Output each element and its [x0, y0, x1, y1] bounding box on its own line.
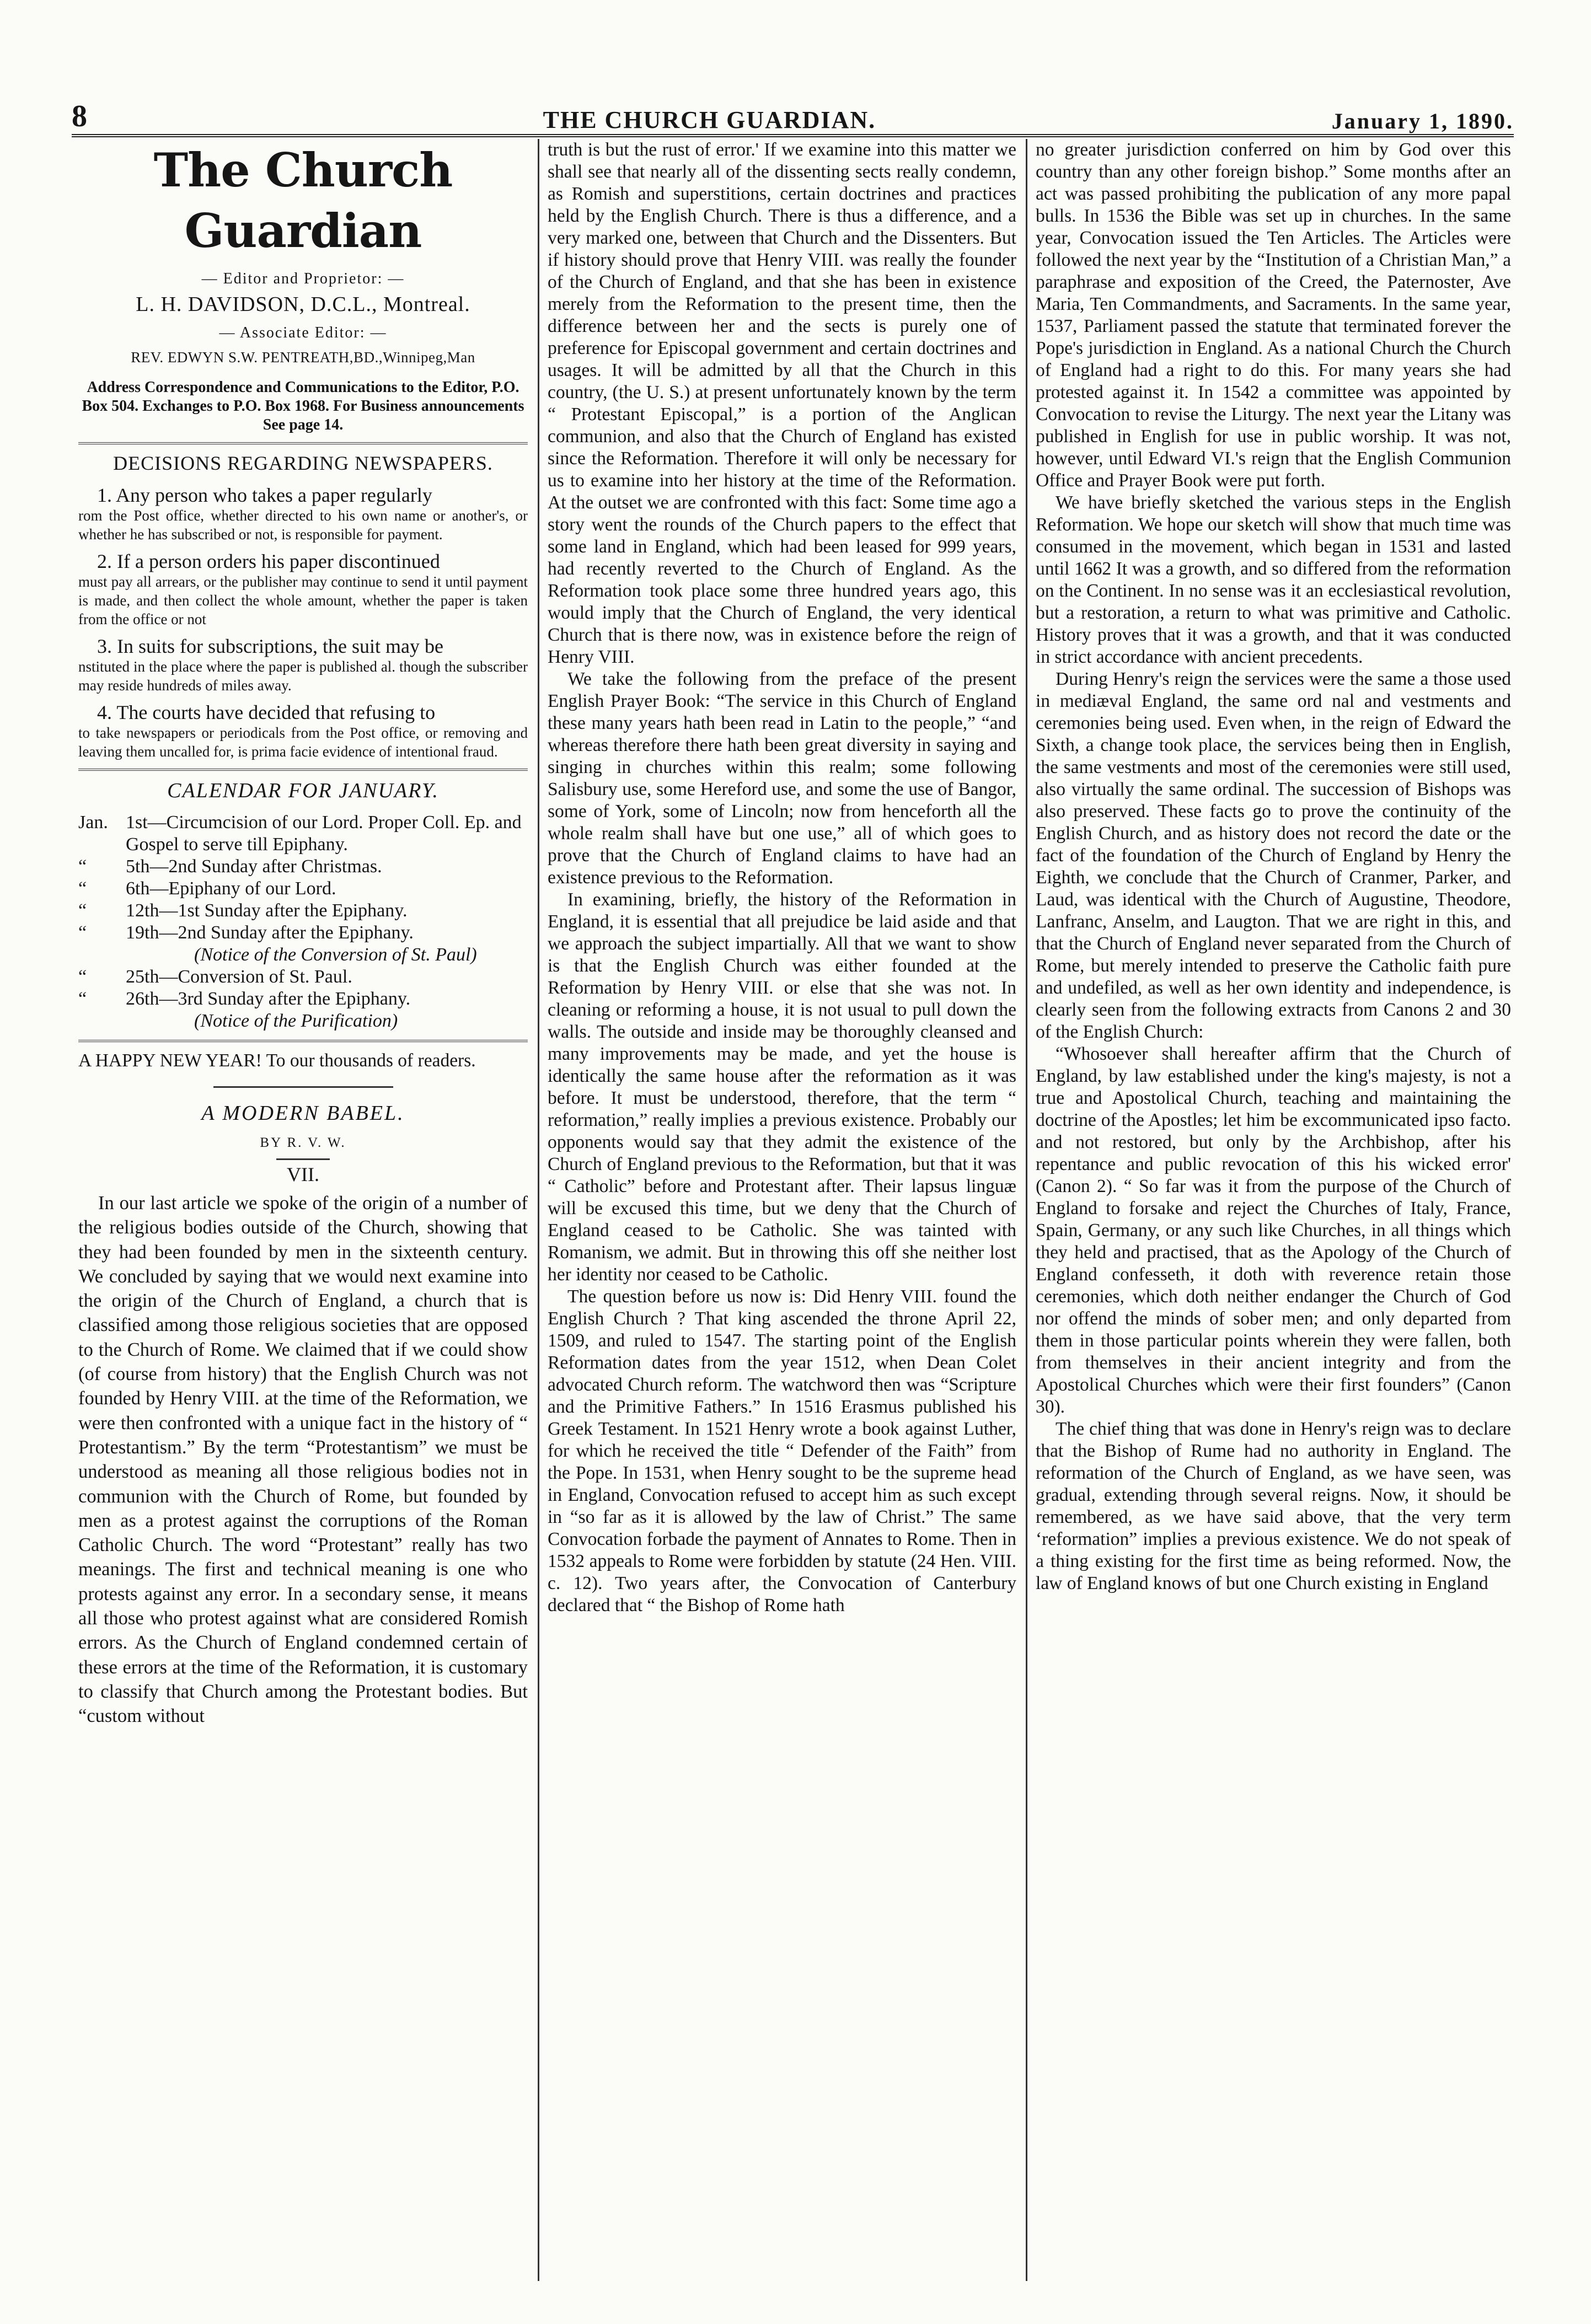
calendar-entry — [78, 812, 528, 856]
calendar-entry — [78, 900, 528, 922]
decisions-heading: DECISIONS REGARDING NEWSPAPERS. — [113, 452, 493, 474]
issue-date: January 1, 1890. — [1331, 109, 1514, 133]
masthead-title: The Church Guardian — [153, 143, 453, 258]
page-header — [72, 91, 1514, 137]
column-2 — [548, 139, 1016, 2289]
decision-lead: 3. In suits for subscriptions, the suit may be — [97, 635, 443, 657]
calendar-text: 25th—Conversion of St. Paul. — [126, 967, 352, 987]
associate-editor-name: REV. EDWYN S.W. PENTREATH,BD.,Winnipeg,Man — [131, 349, 475, 366]
newspaper-title: THE CHURCH GUARDIAN. — [543, 106, 876, 133]
calendar-label: “ — [78, 900, 87, 921]
calendar-label: “ — [78, 878, 87, 899]
article-chapter: VII. — [287, 1163, 319, 1185]
decisions-list — [78, 484, 528, 761]
decision-lead: 4. The courts have decided that refusing to — [97, 701, 436, 723]
calendar-entry — [78, 856, 528, 878]
calendar-text: 1st—Circumcision of our Lord. Proper Coll. Ep. and Gospel to serve till Epiphany. — [126, 812, 522, 855]
address-notice: Address Correspondence and Communications to the Editor, P.O. Box 504. Exchanges to P.O. Box 1968. For Business announcements See page 14. — [82, 379, 524, 433]
calendar-label: “ — [78, 989, 87, 1009]
article-paragraph: We have briefly sketched the various steps in the English Reformation. We hope our sketch will show that much time was consumed in the movement, which began in 1531 and lasted until 1662 It was a growth, and so differed from the reformation on the Continent. In no sense was it an ecclesiastical revolution, but a restoration, a return to what was primitive and Catholic. History proves that it was a growth, and that it was conducted in strict accordance with ancient precedents. — [1036, 492, 1511, 667]
calendar-entry — [78, 922, 528, 944]
calendar-entry — [78, 878, 528, 900]
decision-lead: 2. If a person orders his paper discontinued — [97, 550, 440, 572]
column-1 — [78, 139, 528, 2289]
decision-item — [78, 484, 528, 544]
decision-detail: must pay all arrears, or the publisher may continue to send it until payment is made, and then collect the whole amount, whether the paper is taken from the office or not — [78, 573, 528, 627]
column-3 — [1036, 139, 1511, 2289]
column-rule — [538, 139, 539, 2281]
page-number: 8 — [72, 99, 87, 133]
calendar-text: 6th—Epiphany of our Lord. — [126, 878, 336, 899]
article-paragraph: In examining, briefly, the history of the Reformation in England, it is essential that all prejudice be laid aside and that we approach the subject impartially. All that we want to show is that the English Church was either founded at the Reformation by Henry VIII. or else that she was not. In cleaning or reforming a house, it is not usual to pull down the walls. The outside and inside may be thoroughly cleansed and many improvements may be made, and yet the house is identically the same house after the reformation as it was before. It must be understood, therefore, that the term “ reformation,” really implies a previous existence. Probably our opponents would say that they admit the existence of the Church of England previous to the Reformation, but that it was “ Catholic” before and Protestant after. Their lapsus linguæ will be excused this time, but we deny that the Church of England ceased to be Catholic. She was tainted with Romanism, we admit. But in throwing this off she neither lost her identity nor ceased to be Catholic. — [548, 889, 1016, 1285]
decision-item — [78, 550, 528, 629]
calendar-label: “ — [78, 856, 87, 877]
calendar-text: 5th—2nd Sunday after Christmas. — [126, 856, 382, 877]
calendar-list — [78, 812, 528, 1032]
decision-detail: nstituted in the place where the paper is published al. though the subscriber may reside hundreds of miles away. — [78, 658, 528, 694]
article-title: A MODERN BABEL. — [201, 1102, 405, 1125]
decision-item — [78, 701, 528, 761]
calendar-label: “ — [78, 967, 87, 987]
calendar-note: (Notice of the Purification) — [194, 1011, 398, 1031]
editor-label: — Editor and Proprietor: — — [201, 270, 405, 287]
article-paragraph: We take the following from the preface of the present English Prayer Book: “The service in this Church of England these many years hath been read in Latin to the people,” “and whereas therefore there hath been great diversity in saying and singing in churches within this realm; some following Salisbury use, some Hereford use, and some the use of Bangor, some of York, some of Lincoln; now from henceforth all the whole realm shall have but one use,” all of which goes to prove that the Church of England claims to have had an existence previous to the Reformation. — [548, 669, 1016, 888]
calendar-label: “ — [78, 922, 87, 943]
calendar-text: 12th—1st Sunday after the Epiphany. — [126, 900, 408, 921]
calendar-entry — [78, 988, 528, 1010]
decision-item — [78, 635, 528, 695]
divider — [78, 1040, 528, 1042]
divider — [78, 769, 528, 771]
calendar-text: 26th—3rd Sunday after the Epiphany. — [126, 989, 411, 1009]
decision-lead: 1. Any person who takes a paper regularly — [97, 484, 432, 506]
article-paragraph: The question before us now is: Did Henry VIII. found the English Church ? That king ascended the throne April 22, 1509, and ruled to 1547. The starting point of the English Reformation dates from the year 1512, when Dean Colet advocated Church reform. The watchword then was “Scripture and the Primitive Fathers.” In 1516 Erasmus published his Greek Testament. In 1521 Henry wrote a book against Luther, for which he received the title “ Defender of the Faith” from the Pope. In 1531, when Henry sought to be the supreme head in England, Convocation refused to accept him as such except in “so far as it is allowed by the law of Christ.” The same Convocation forbade the payment of Annates to Rome. Then in 1532 appeals to Rome were forbidden by statute (24 Hen. VIII. c. 12). Two years after, the Convocation of Canterbury declared that “ the Bishop of Rome hath — [548, 1286, 1016, 1615]
calendar-note: (Notice of the Conversion of St. Paul) — [194, 944, 477, 965]
article-paragraph: no greater jurisdiction conferred on him by God over this country than any other foreign bishop.” Some months after an act was passed prohibiting the publication of any more papal bulls. In 1536 the Bible was set up in churches. In the same year, Convocation issued the Ten Articles. The Articles were followed the next year by the “Institution of a Christian Man,” a paraphrase and exposition of the Creed, the Paternoster, Ave Maria, Ten Commandments, and Sacraments. In the same year, 1537, Parliament passed the statute that terminated forever the Pope's jurisdiction in England. As a national Church the Church of England had a right to do this. For many years she had protested against it. In 1542 a committee was appointed by Convocation to revise the Liturgy. The next year the Litany was published in English for use in public worship. It was not, however, until Edward VI.'s reign that the English Communion Office and Prayer Book were put forth. — [1036, 139, 1511, 491]
decision-detail: to take newspapers or periodicals from the Post office, or removing and leaving them uncalled for, is prima facie evidence of intentional fraud. — [78, 724, 528, 760]
calendar-entry — [78, 966, 528, 988]
divider — [78, 442, 528, 444]
article-paragraph: “Whosoever shall hereafter affirm that the Church of England, by law established under the king's majesty, is not a true and Apostolical Church, teaching and maintaining the doctrine of the Apostles; let him be excommunicated ipso facto. and not restored, but only by the Archbishop, after his repentance and public revocation of this his wicked error' (Canon 2). “ So far was it from the purpose of the Church of England to forsake and reject the Churches of Italy, France, Spain, Germany, or any such like Churches, in all things which they held and practised, that as the Apology of the Church of England confesseth, it doth with reverence retain those ceremonies, which doth neither endanger the Church of God nor offend the minds of sober men; and only departed from them in those particular points wherein they were fallen, both from themselves in their ancient integrity and from the Apostolical Churches which were their first founders” (Canon 30). — [1036, 1044, 1511, 1417]
divider — [213, 1086, 393, 1088]
article-paragraph: truth is but the rust of error.' If we examine into this matter we shall see that nearly all of the dissenting sects really condemn, as Romish and superstitions, certain doctrines and practices held by the English Church. There is thus a difference, and a very marked one, between that Church and the Dissenters. But if history should prove that Henry VIII. was really the founder of the Church of England, and that she has been in existence merely from the Reformation to the present time, then the difference between her and the sects is purely one of preference for Episcopal government and certain doctrines and usages. It will be admitted by all that the Church in this country, (the U. S.) at present unfortunately known by the term “ Protestant Episcopal,” is a portion of the Anglican communion, and also that the Church of England has existed since the Reformation. Therefore it will only be necessary for us to examine into her history at the time of the Reformation. At the outset we are confronted with this fact: Some time ago a story went the rounds of the Church papers to the effect that some land in England, which had been leased for 999 years, had recently reverted to the Church of England. As the Reformation took place some three hundred years ago, this would imply that the Church of England, the very identical Church that is there now, was in existence before the reign of Henry VIII. — [548, 139, 1016, 667]
article-paragraph: In our last article we spoke of the origin of a number of the religious bodies outside of the Church, showing that they had been founded by men in the sixteenth century. We concluded by saying that we would next examine into the origin of the Church of England, a church that is classified among those religious societies that are opposed to the Church of Rome. We claimed that if we could show (of course from history) that the English Church was not founded by Henry VIII. at the time of the Reformation, we were then confronted with a unique fact in the history of “ Protestantism.” By the term “Protestantism” we must be understood as meaning all those religious bodies not in communion with the Church of Rome, but founded by men as a protest against the corruptions of the Roman Catholic Church. The word “Protestant” really has two meanings. The first and technical meaning is one who protests against any error. In a secondary sense, it means all those who protest against what are considered Romish errors. As the Church of England condemned certain of these errors at the time of the Reformation, it is customary to classify that Church among the Protestant bodies. But “custom without — [78, 1193, 528, 1727]
calendar-title: CALENDAR FOR JANUARY. — [167, 779, 439, 802]
divider — [276, 1158, 330, 1160]
decision-detail: rom the Post office, whether directed to his own name or another's, or whether he has subscribed or not, is responsible for payment. — [78, 507, 528, 543]
associate-editor-label: — Associate Editor: — — [219, 324, 387, 341]
article-paragraph: During Henry's reign the services were the same a those used in mediæval England, the same ord nal and vestments and ceremonies being used. Even when, in the reign of Edward the Sixth, a change took place, the services being then in English, the same vestments and most of the ceremonies were still used, also virtually the same ordinal. The succession of Bishops was also preserved. These facts go to prove the continuity of the English Church, and as history does not record the date or the fact of the foundation of the Church of England by Henry the Eighth, we conclude that the Church of Cranmer, Parker, and Laud, was identical with the Church of Augustine, Theodore, Lanfranc, Anselm, and Laugton. That we are right in this, and that the Church of England never separated from the Church of Rome, but merely intended to preserve the Catholic faith pure and undefiled, as well as her own identity and independence, is clearly seen from the following extracts from Canons 2 and 30 of the English Church: — [1036, 669, 1511, 1042]
calendar-label: Jan. — [78, 812, 108, 833]
article-paragraph: The chief thing that was done in Henry's reign was to declare that the Bishop of Rume had no authority in England. The reformation of the Church of England, as we have seen, was gradual, extending through several reigns. Now, it should be remembered, as we have said above, that the very term ‘reformation” implies a previous existence. We do not speak of a thing existing for the first time as being reformed. Now, the law of England knows of but one Church existing in England — [1036, 1419, 1511, 1593]
calendar-text: 19th—2nd Sunday after the Epiphany. — [126, 922, 414, 943]
article-byline: BY R. V. W. — [260, 1135, 346, 1150]
happy-new-year: A HAPPY NEW YEAR! To our thousands of readers. — [78, 1050, 476, 1071]
editor-name: L. H. DAVIDSON, D.C.L., Montreal. — [136, 293, 470, 316]
column-rule — [1026, 139, 1027, 2281]
